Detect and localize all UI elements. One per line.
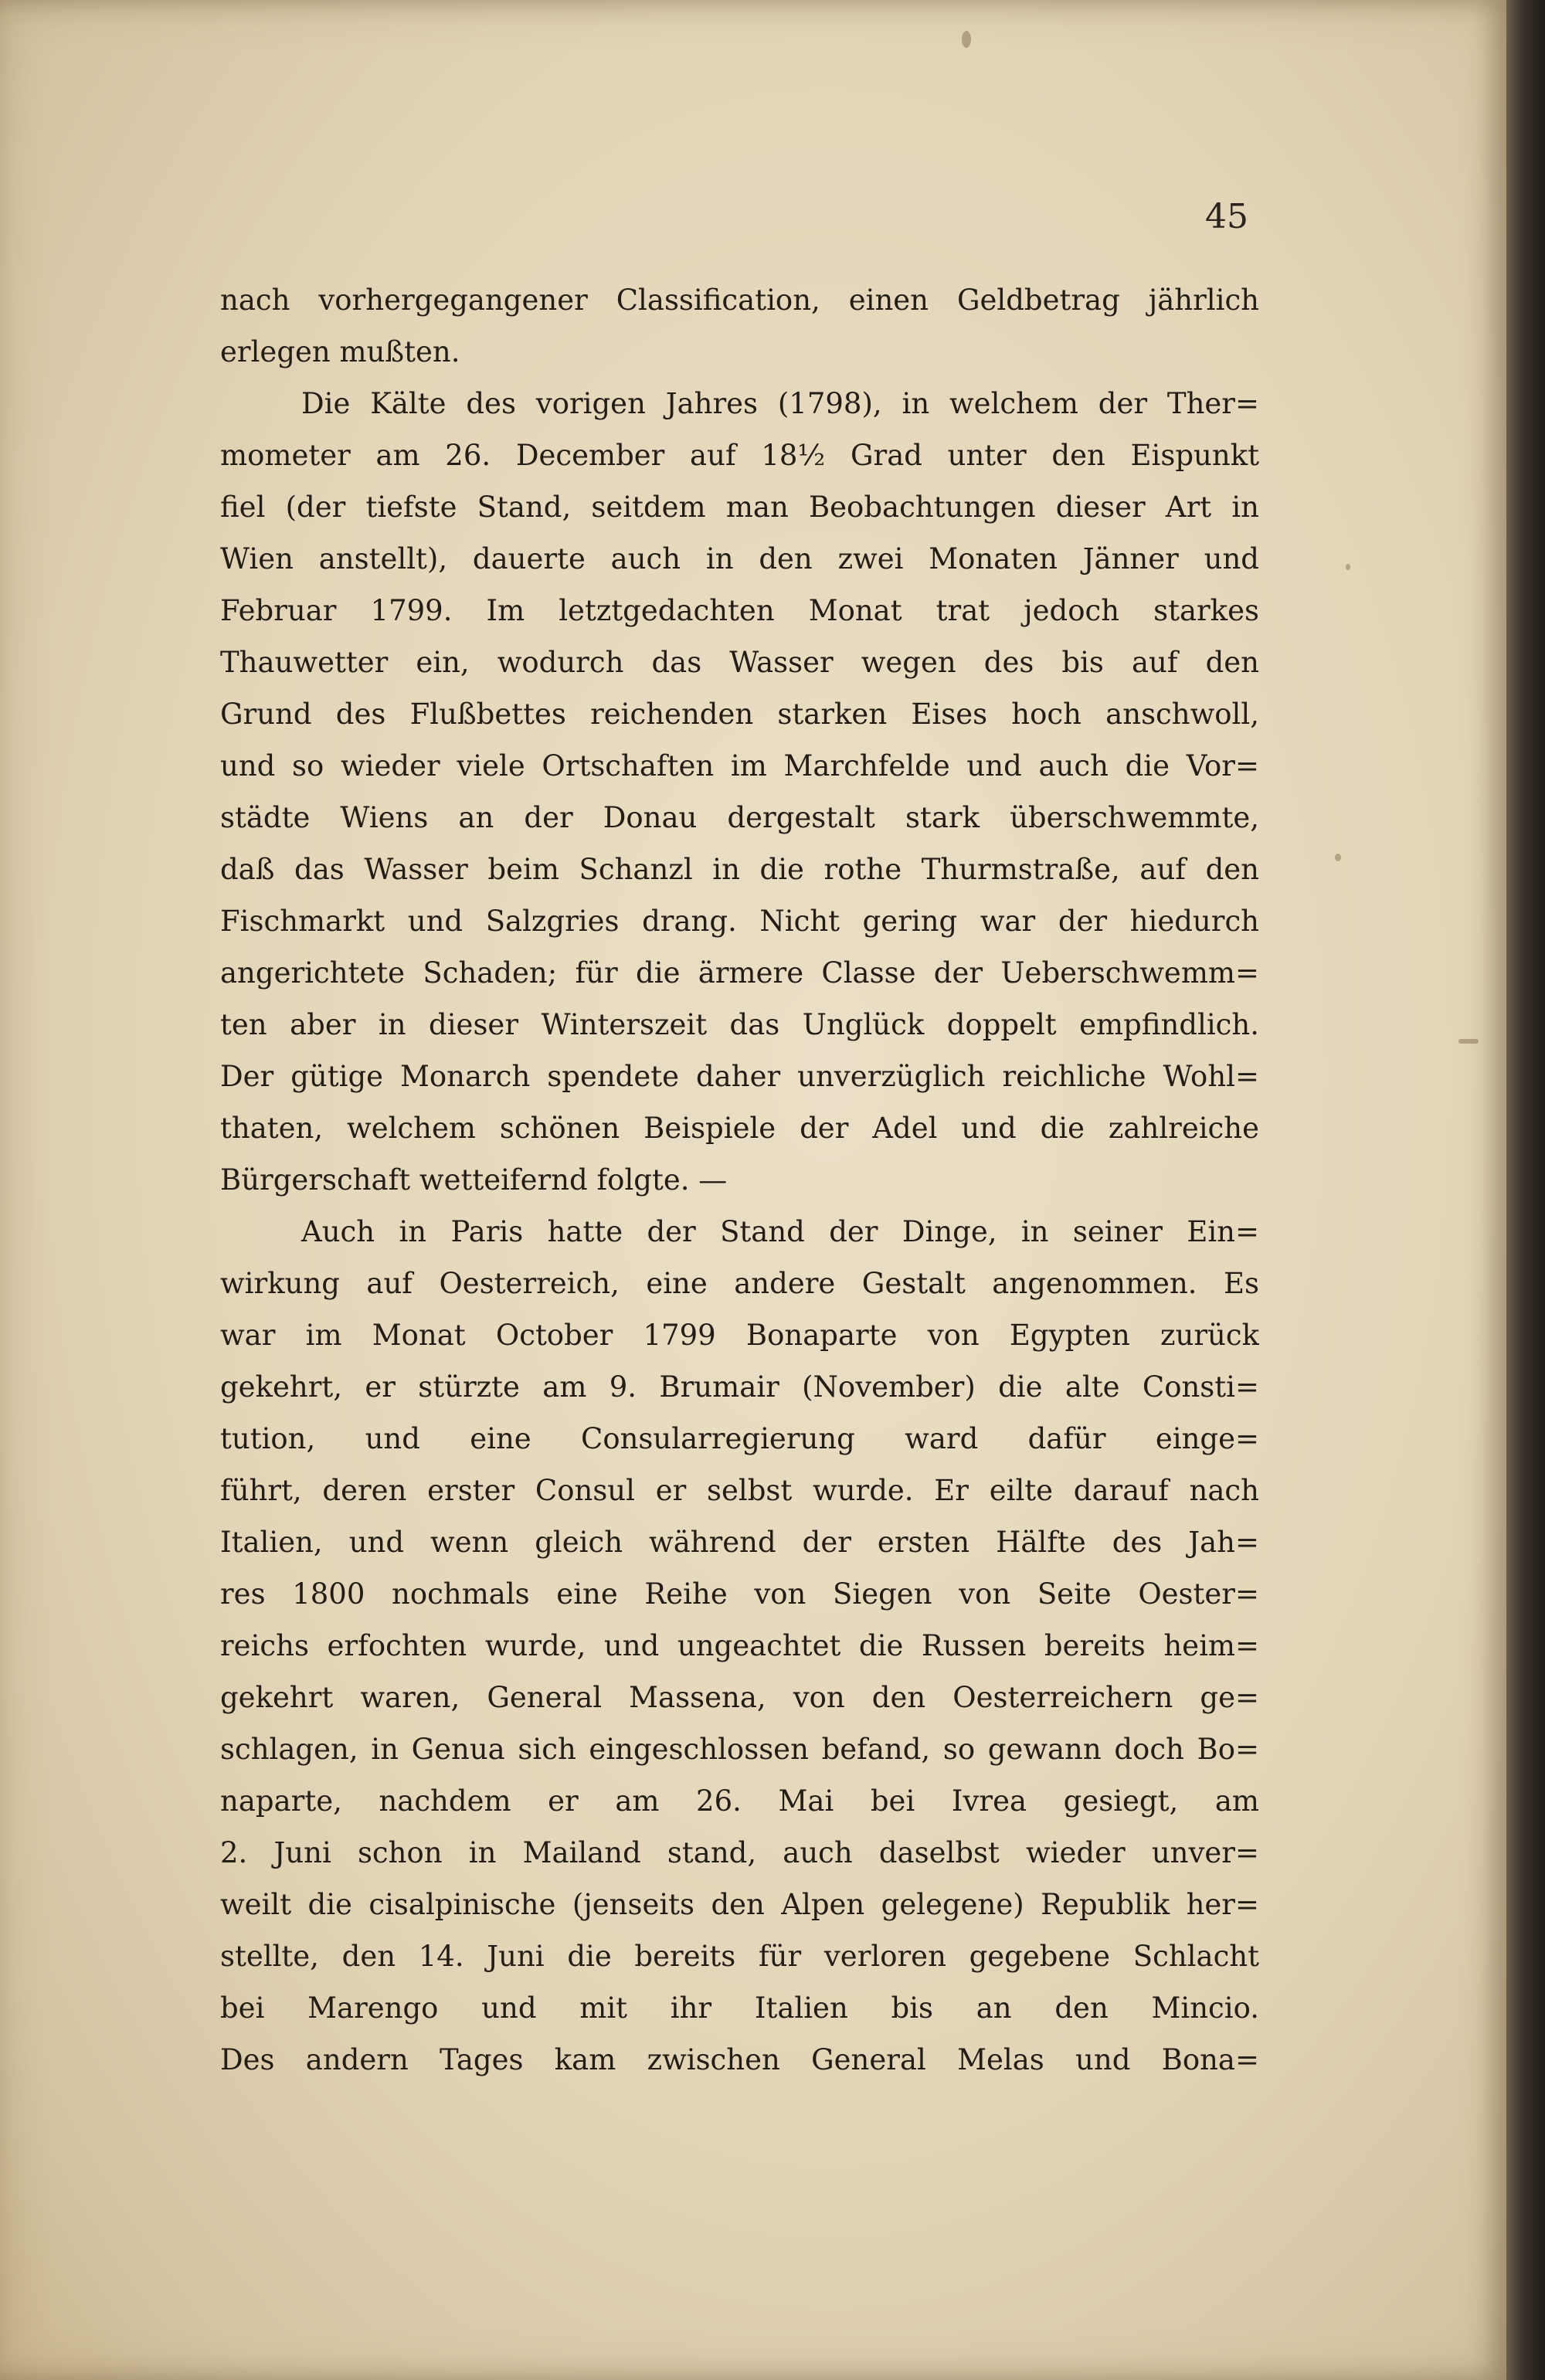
body-text	[220, 274, 1259, 2086]
paper-stain	[962, 31, 971, 48]
text-line: fiel (der tiefste Stand, seitdem man Beobachtungen dieser Art in	[220, 491, 1259, 524]
text-line: bei Marengo und mit ihr Italien bis an den Mincio.	[220, 1991, 1259, 2025]
text-line: Februar 1799. Im letztgedachten Monat trat jedoch starkes	[220, 594, 1259, 627]
text-line: 2. Juni schon in Mailand stand, auch daselbst wieder unver=	[220, 1836, 1259, 1869]
text-line: weilt die cisalpinische (jenseits den Alpen gelegene) Republik her=	[220, 1888, 1259, 1921]
text-line: Italien, und wenn gleich während der ersten Hälfte des Jah=	[220, 1526, 1259, 1559]
text-line: daß das Wasser beim Schanzl in die rothe Thurmstraße, auf den	[220, 853, 1259, 886]
text-line: res 1800 nochmals eine Reihe von Siegen von Seite Oester=	[220, 1577, 1259, 1611]
text-line: tution, und eine Consularregierung ward dafür einge=	[220, 1422, 1259, 1455]
text-line: gekehrt, er stürzte am 9. Brumair (November) die alte Consti=	[220, 1370, 1259, 1404]
text-line: reichs erfochten wurde, und ungeachtet die Russen bereits heim=	[220, 1629, 1259, 1662]
text-line: und so wieder viele Ortschaften im Marchfelde und auch die Vor=	[220, 749, 1259, 783]
text-line: mometer am 26. December auf 18½ Grad unter den Eispunkt	[220, 439, 1259, 472]
text-line: naparte, nachdem er am 26. Mai bei Ivrea gesiegt, am	[220, 1784, 1259, 1818]
text-line: Der gütige Monarch spendete daher unverzüglich reichliche Wohl=	[220, 1060, 1259, 1093]
text-line: ten aber in dieser Winterszeit das Unglück doppelt empfindlich.	[220, 1008, 1259, 1041]
text-line: gekehrt waren, General Massena, von den Oesterreichern ge=	[220, 1681, 1259, 1714]
text-line: thaten, welchem schönen Beispiele der Adel und die zahlreiche	[220, 1112, 1259, 1145]
text-line: Die Kälte des vorigen Jahres (1798), in welchem der Ther=	[301, 387, 1259, 420]
text-line: Des andern Tages kam zwischen General Melas und Bona=	[220, 2043, 1259, 2076]
text-line: erlegen mußten.	[220, 335, 460, 368]
text-line: wirkung auf Oesterreich, eine andere Gestalt angenommen. Es	[220, 1267, 1259, 1300]
text-line: schlagen, in Genua sich eingeschlossen befand, so gewann doch Bo=	[220, 1733, 1259, 1766]
text-line: angerichtete Schaden; für die ärmere Classe der Ueberschwemm=	[220, 956, 1259, 990]
text-line: Bürgerschaft wetteifernd folgte. —	[220, 1163, 728, 1197]
text-line: Wien anstellt), dauerte auch in den zwei Monaten Jänner und	[220, 542, 1259, 575]
text-line: Thauwetter ein, wodurch das Wasser wegen des bis auf den	[220, 646, 1259, 679]
page-number: 45	[1205, 197, 1248, 236]
text-line: nach vorhergegangener Classification, einen Geldbetrag jährlich	[220, 283, 1259, 317]
paper-stain	[1458, 1039, 1479, 1044]
text-line: führt, deren erster Consul er selbst wurde. Er eilte darauf nach	[220, 1474, 1259, 1507]
text-line: städte Wiens an der Donau dergestalt stark überschwemmte,	[220, 801, 1259, 834]
text-line: war im Monat October 1799 Bonaparte von Egypten zurück	[220, 1319, 1259, 1352]
text-line: Auch in Paris hatte der Stand der Dinge, in seiner Ein=	[301, 1215, 1259, 1248]
text-line: stellte, den 14. Juni die bereits für verloren gegebene Schlacht	[220, 1940, 1259, 1973]
paper-stain	[1335, 854, 1341, 861]
text-line: Fischmarkt und Salzgries drang. Nicht gering war der hiedurch	[220, 905, 1259, 938]
paper-stain	[1346, 564, 1350, 570]
book-edge	[1506, 0, 1545, 2380]
text-line: Grund des Flußbettes reichenden starken Eises hoch anschwoll,	[220, 698, 1259, 731]
